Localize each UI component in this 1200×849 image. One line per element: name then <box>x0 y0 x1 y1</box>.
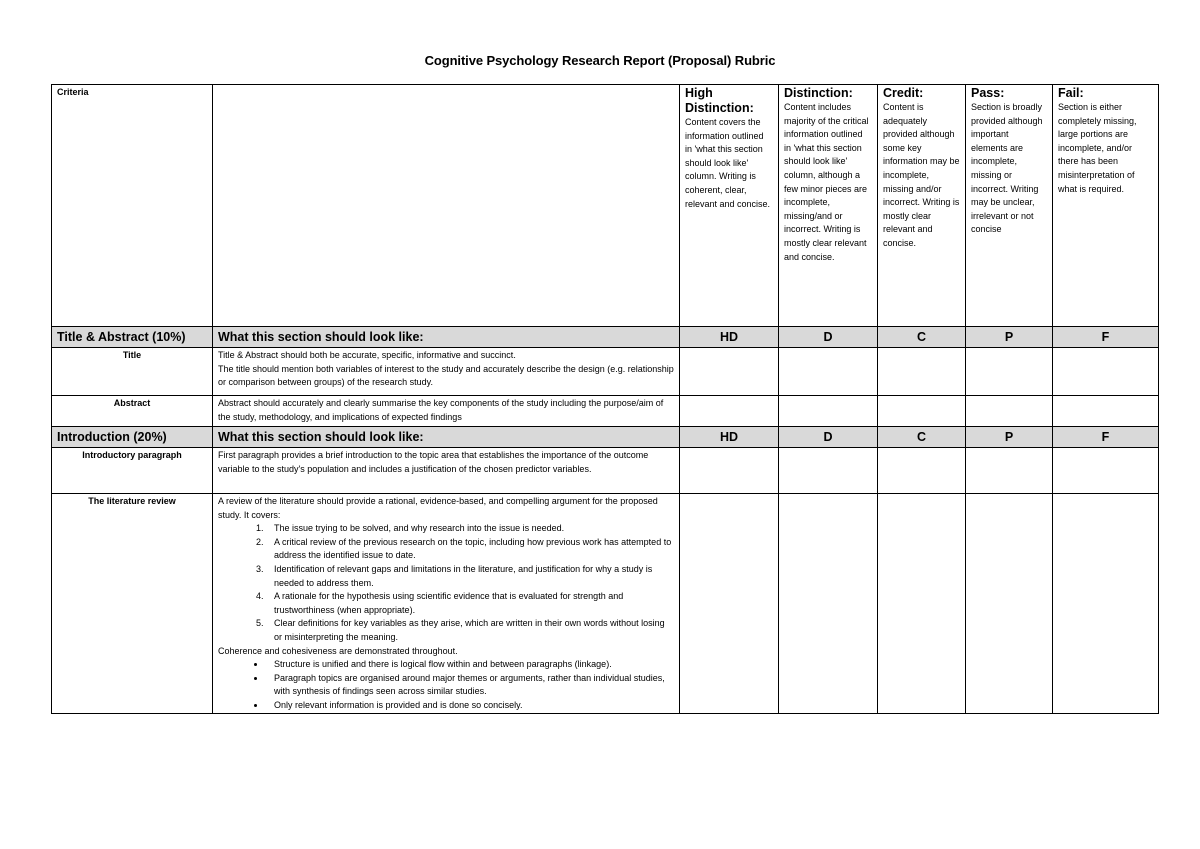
grade-label: Pass: <box>971 86 1005 100</box>
list-item: • Paragraph topics are organised around major themes or arguments, rather than individual studies, with synthesis of findings seen across similar studies. <box>266 672 674 699</box>
grade-code: P <box>966 427 1053 448</box>
grade-code: C <box>878 327 966 348</box>
grade-label: Fail: <box>1058 86 1084 100</box>
list-item: 3. Identification of relevant gaps and limitations in the literature, and justification for why a study is needed to address them. <box>266 563 674 590</box>
criterion-label: Title <box>52 348 213 396</box>
grade-label: Distinction: <box>784 86 853 100</box>
criteria-header: Criteria <box>52 85 213 327</box>
criterion-description <box>213 396 680 427</box>
grade-description: Content includes majority of the critical information outlined in 'what this section should look like' column, although a few minor pieces are incomplete, missing/and or incorrect. Writing is mostly clear relevant and concise. <box>784 102 869 262</box>
section-title: Introduction (20%) <box>52 427 213 448</box>
section-look-like: What this section should look like: <box>213 327 680 348</box>
grade-cell-empty <box>1053 448 1159 494</box>
grade-code: P <box>966 327 1053 348</box>
description-line: The title should mention both variables of interest to the study and accurately describe the design (e.g. relationship or comparison between groups) of the research study. <box>218 363 674 388</box>
grade-code: F <box>1053 427 1159 448</box>
grade-code: F <box>1053 327 1159 348</box>
bullet-list <box>218 658 674 712</box>
grade-cell-empty <box>966 494 1053 714</box>
document-title: Cognitive Psychology Research Report (Proposal) Rubric <box>424 53 776 68</box>
criterion-row-introductory-paragraph <box>52 448 1159 494</box>
grade-cell-empty <box>1053 396 1159 427</box>
grade-code: HD <box>680 327 779 348</box>
criterion-description <box>213 448 680 494</box>
grade-header-c <box>878 85 966 327</box>
grade-cell-empty <box>1053 348 1159 396</box>
grade-cell-empty <box>680 396 779 427</box>
list-item: • Structure is unified and there is logical flow within and between paragraphs (linkage). <box>266 658 674 672</box>
grade-description: Section is either completely missing, large portions are incomplete, and/or there has been misinterpretation of what is required. <box>1058 102 1137 194</box>
blank-header-cell <box>213 85 680 327</box>
grade-cell-empty <box>779 348 878 396</box>
criterion-label: Abstract <box>52 396 213 427</box>
criterion-description <box>213 348 680 396</box>
criterion-row-title <box>52 348 1159 396</box>
list-item: 2. A critical review of the previous research on the topic, including how previous work has attempted to address the identified issue to date. <box>266 536 674 563</box>
section-header-row <box>52 427 1159 448</box>
grade-label: High Distinction: <box>685 86 754 115</box>
list-item: 1. The issue trying to be solved, and why research into the issue is needed. <box>266 522 674 536</box>
grade-code: D <box>779 427 878 448</box>
grade-description: Section is broadly provided although important elements are incomplete, missing or incorrect. Writing may be unclear, irrelevant or not concise <box>971 102 1043 235</box>
criterion-description <box>213 494 680 714</box>
grade-label: Credit: <box>883 86 924 100</box>
numbered-list <box>218 522 674 644</box>
grade-cell-empty <box>878 448 966 494</box>
grade-cell-empty <box>878 348 966 396</box>
grade-header-f <box>1053 85 1159 327</box>
grade-cell-empty <box>779 494 878 714</box>
grade-description: Content is adequately provided although some key information may be incomplete, missing and/or incorrect. Writing is mostly clear relevant and concise. <box>883 102 960 248</box>
criterion-row-abstract <box>52 396 1159 427</box>
list-item: 4. A rationale for the hypothesis using scientific evidence that is evaluated for strength and trustworthiness (when appropriate). <box>266 590 674 617</box>
grade-cell-empty <box>878 396 966 427</box>
grade-cell-empty <box>878 494 966 714</box>
grade-cell-empty <box>779 448 878 494</box>
grade-code: C <box>878 427 966 448</box>
description-line: First paragraph provides a brief introduction to the topic area that establishes the importance of the outcome variable to the study's population and includes a justification of the chosen predictor variables. <box>218 450 649 474</box>
criterion-label: The literature review <box>52 494 213 714</box>
grade-cell-empty <box>966 348 1053 396</box>
description-line: Title & Abstract should both be accurate, specific, informative and succinct. <box>218 350 516 360</box>
grade-code: HD <box>680 427 779 448</box>
grade-cell-empty <box>1053 494 1159 714</box>
description-intro: A review of the literature should provide a rational, evidence-based, and compelling argument for the proposed study. It covers: <box>218 496 658 520</box>
criterion-label: Introductory paragraph <box>52 448 213 494</box>
grade-header-p <box>966 85 1053 327</box>
section-header-row <box>52 327 1159 348</box>
list-item: 5. Clear definitions for key variables as they arise, which are written in their own words without losing or misinterpreting the meaning. <box>266 617 674 644</box>
section-look-like: What this section should look like: <box>213 427 680 448</box>
grade-header-d <box>779 85 878 327</box>
grade-cell-empty <box>680 494 779 714</box>
grade-cell-empty <box>966 396 1053 427</box>
grade-cell-empty <box>779 396 878 427</box>
grade-description: Content covers the information outlined in 'what this section should look like' column. Writing is coherent, clear, relevant and concise. <box>685 117 771 209</box>
section-title: Title & Abstract (10%) <box>52 327 213 348</box>
description-line: Abstract should accurately and clearly summarise the key components of the study including the purpose/aim of the study, methodology, and implications of expected findings <box>218 398 664 422</box>
list-item: • Only relevant information is provided and is done so concisely. <box>266 699 674 713</box>
grade-cell-empty <box>680 448 779 494</box>
grade-cell-empty <box>966 448 1053 494</box>
grade-code: D <box>779 327 878 348</box>
coherence-line: Coherence and cohesiveness are demonstrated throughout. <box>218 645 458 656</box>
criterion-row-literature-review <box>52 494 1159 714</box>
rubric-header-row <box>52 85 1159 327</box>
grade-header-hd <box>680 85 779 327</box>
rubric-table <box>51 84 1159 714</box>
grade-cell-empty <box>680 348 779 396</box>
